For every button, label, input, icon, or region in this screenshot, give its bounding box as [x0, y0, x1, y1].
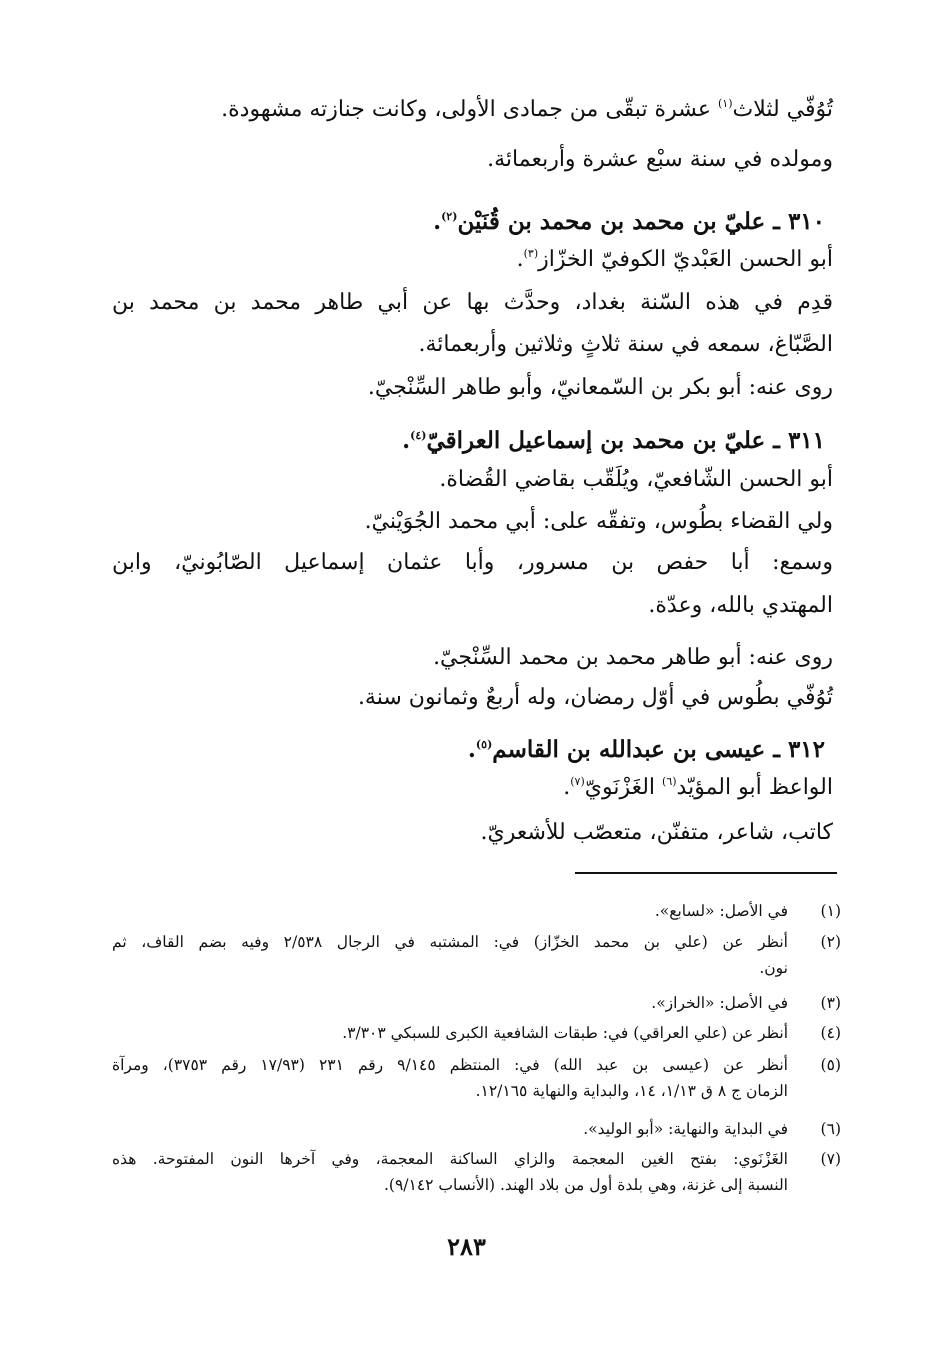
text-line: روى عنه: أبو بكر بن السّمعانيّ، وأبو طاهر السِّنْجيّ.	[367, 375, 833, 400]
text-span: الغَزْنَويّ	[584, 775, 663, 800]
footnote-number: (٢)	[820, 933, 841, 951]
footnote-number: (٥)	[820, 1056, 841, 1074]
text-line: تُوُفّي بطُوس في أوّل رمضان، وله أربعٌ وثمانون سنة.	[357, 685, 833, 710]
footnote-2	[112, 929, 841, 981]
heading-text: ٣١١ ـ عليّ بن محمد بن إسماعيل العراقيّ	[426, 427, 825, 454]
footnote-text: أنظر عن (علي بن محمد الخزّاز) في: المشتبه في الرجال ٢/٥٣٨ وفيه بضم القاف، ثم	[112, 933, 788, 951]
text-line: أبو الحسن الشّافعيّ، ويُلَقّب بقاضي القُضاة.	[439, 467, 833, 492]
footnote-7	[112, 1146, 841, 1198]
text-span: .	[516, 247, 524, 272]
text-line: روى عنه: أبو طاهر محمد بن محمد السِّنْجيّ.	[433, 645, 833, 670]
footnote-text: في البداية والنهاية: «أبو الوليد».	[583, 1120, 788, 1138]
text-line: قدِم في هذه السّنة بغداد، وحدَّث بها عن أبي طاهر محمد بن محمد بن	[112, 290, 833, 315]
heading-text: .	[402, 427, 411, 454]
heading-text: .	[433, 208, 442, 235]
footnote-text: النسبة إلى غزنة، وهي بلدة أول من بلاد الهند. (الأنساب ٩/١٤٢).	[383, 1176, 788, 1194]
footnote-5	[112, 1052, 841, 1104]
footnote-marker: (٢)	[441, 210, 458, 223]
footnote-number: (٧)	[820, 1150, 841, 1168]
footnote-text: أنظر عن (علي العراقي) في: طبقات الشافعية الكبرى للسبكي ٣/٣٠٣.	[342, 1024, 788, 1042]
footnote-text: الغَزْنَوي: بفتح الغين المعجمة والزاي الساكنة المعجمة، وفي آخرها النون المفتوحة. هذه	[112, 1150, 788, 1168]
footnote-marker: (٦)	[662, 775, 677, 788]
footnote-text: في الأصل: «الخراز».	[651, 994, 788, 1012]
text-span: تُوُفّي لثلاث	[732, 97, 833, 122]
footnote-marker: (٧)	[570, 775, 585, 788]
text-line: الصَّبّاغ، سمعه في سنة ثلاثٍ وثلاثين وأربعمائة.	[418, 332, 833, 357]
footnote-marker: (٥)	[475, 738, 493, 751]
heading-text: .	[467, 736, 476, 763]
footnote-marker: (٤)	[410, 429, 427, 442]
text-line: ومولده في سنة سبْع عشرة وأربعمائة.	[487, 147, 833, 172]
text-line: ولي القضاء بطُوس، وتفقّه على: أبي محمد الجُوَيْنيّ.	[364, 509, 833, 534]
footnote-number: (١)	[820, 902, 841, 920]
footnote-marker: (٣)	[523, 247, 539, 260]
text-line: كاتب، شاعر، متفنّن، متعصّب للأشعريّ.	[480, 820, 833, 845]
footnote-marker: (١)	[717, 97, 733, 110]
text-span: عشرة تبقّى من جمادى الأولى، وكانت جنازته مشهودة.	[221, 97, 718, 122]
text-line: المهتدي بالله، وعدّة.	[648, 593, 833, 618]
footnote-1	[112, 898, 841, 924]
text-line	[517, 244, 833, 276]
entry-heading-312	[468, 734, 825, 766]
heading-text: ٣١٠ ـ عليّ بن محمد بن محمد بن قُنَيْن	[457, 208, 825, 235]
footnote-text: في الأصل: «لسابع».	[654, 902, 788, 920]
heading-text: ٣١٢ ـ عيسى بن عبدالله بن القاسم	[492, 736, 825, 763]
footnote-number: (٤)	[820, 1024, 841, 1042]
text-line: وسمع: أبا حفص بن مسرور، وأبا عثمان إسماعيل الصّابُونيّ، وابن	[112, 550, 833, 575]
footnote-text: نون.	[759, 959, 788, 977]
footnote-text: أنظر عن (عيسى بن عبد الله) في: المنتظم ٩/١٤٥ رقم ٢٣١ (١٧/٩٣ رقم ٣٧٥٣)، ومرآة	[112, 1056, 788, 1074]
footnote-3	[112, 990, 841, 1016]
entry-heading-310	[433, 206, 825, 238]
footnote-separator	[575, 872, 837, 874]
footnote-4	[112, 1020, 841, 1046]
footnote-number: (٦)	[820, 1120, 841, 1138]
text-line	[221, 94, 833, 126]
footnote-number: (٣)	[820, 994, 841, 1012]
text-span: أبو الحسن العَبْديّ الكوفيّ الخزّاز	[538, 247, 833, 272]
text-span: الواعظ أبو المؤيّد	[676, 775, 833, 800]
entry-heading-311	[402, 425, 825, 457]
text-line	[563, 772, 833, 804]
footnote-text: الزمان ج ٨ ق ١/١٣، ١٤، والبداية والنهاية ١٢/١٦٥.	[475, 1082, 788, 1100]
text-span: .	[563, 775, 571, 800]
page-number: ٢٨٣	[447, 1232, 486, 1261]
footnote-6	[112, 1116, 841, 1142]
